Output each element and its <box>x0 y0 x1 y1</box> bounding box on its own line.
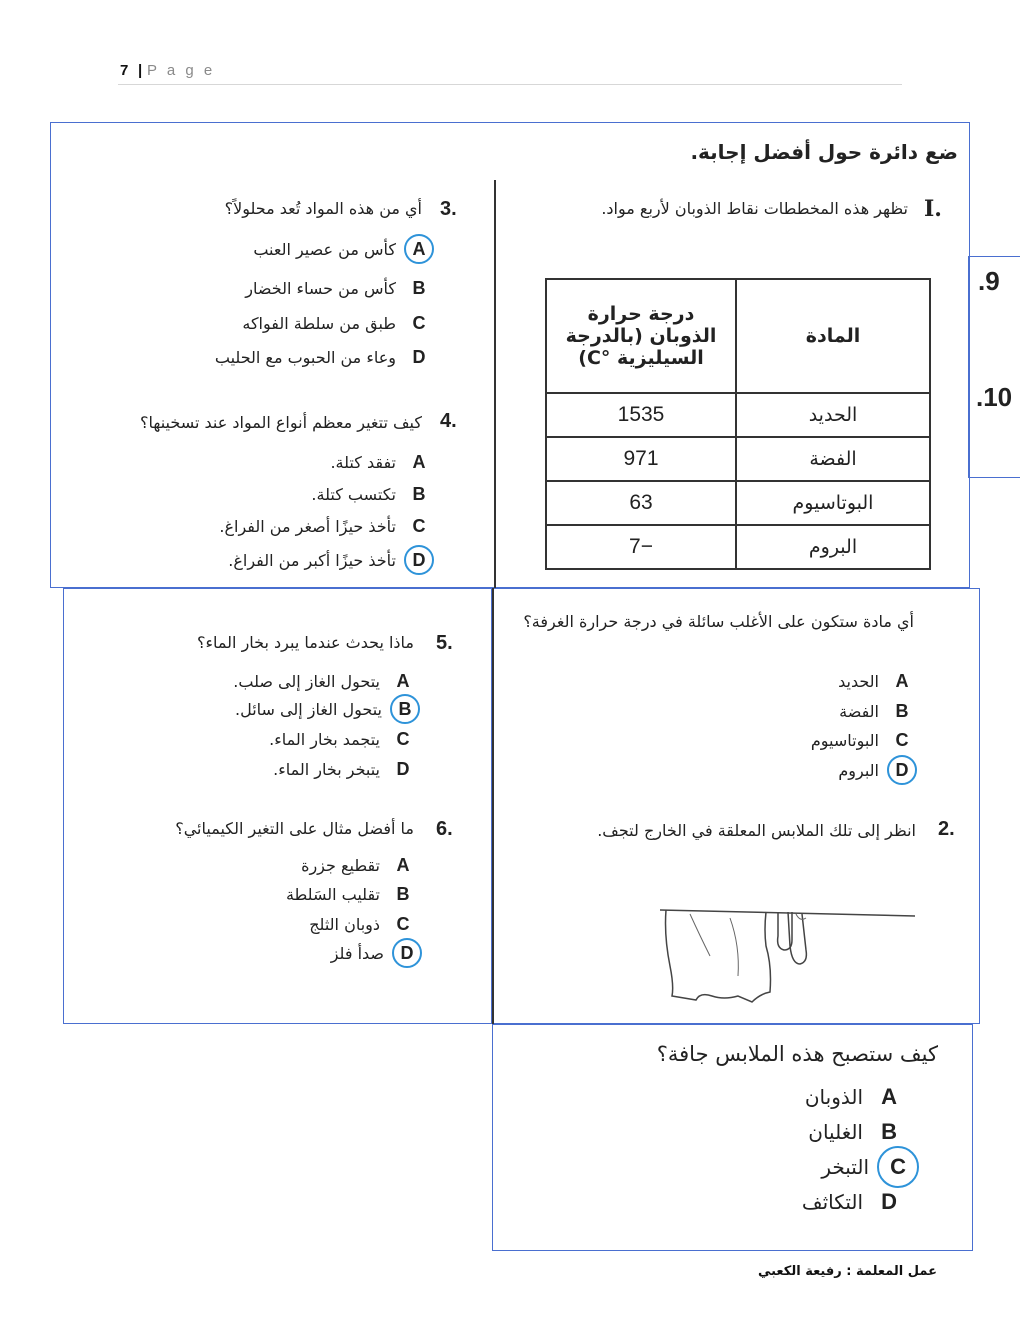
q1-option-c[interactable] <box>811 723 917 757</box>
q6-option-text: تقليب السَلطة <box>285 884 380 904</box>
q3-number: 3. <box>440 198 457 220</box>
table-row <box>546 437 930 481</box>
q5-option-letter: B <box>390 694 420 724</box>
table-cell-temp: 971 <box>546 437 736 481</box>
q3-option-d[interactable] <box>215 340 434 374</box>
page-separator: | <box>138 62 143 79</box>
q5-option-b[interactable] <box>235 692 420 726</box>
table-header-temp-line1: درجة حرارة <box>587 303 695 325</box>
q1-number: I. <box>924 196 942 222</box>
q1-text: تظهر هذه المخططات نقاط الذوبان لأربع مواد. <box>601 199 908 218</box>
table-cell-material: البروم <box>736 525 930 569</box>
side-label-nine: .9 <box>978 266 1000 296</box>
q6-option-text: تقطيع جزرة <box>301 855 380 875</box>
table-cell-material: الحديد <box>736 393 930 437</box>
q5-option-letter: C <box>396 728 410 749</box>
q1-option-letter: B <box>895 700 909 721</box>
q2-option-letter: D <box>881 1189 897 1214</box>
q4-option-text: تأخذ حيزًا أكبر من الفراغ. <box>228 550 396 570</box>
melting-point-table <box>545 278 931 570</box>
q3-option-letter: C <box>412 312 426 333</box>
q2-option-letter: C <box>877 1146 919 1188</box>
q1-option-d[interactable] <box>838 753 917 787</box>
q5-option-d[interactable] <box>273 752 418 786</box>
q2-option-text: التبخر <box>821 1155 869 1179</box>
instruction-text: ضع دائرة حول أفضل إجابة. <box>690 140 958 164</box>
q3-option-text: كأس من حساء الخضار <box>245 278 396 298</box>
q5-option-text: يتحول الغاز إلى صلب. <box>233 671 380 691</box>
q4-option-letter: B <box>412 483 426 504</box>
q1-option-a[interactable] <box>838 664 917 698</box>
table-cell-temp: 1535 <box>546 393 736 437</box>
q2-option-text: الذوبان <box>804 1085 863 1109</box>
side-label-ten: .10 <box>976 382 1013 412</box>
q6-option-letter: D <box>392 938 422 968</box>
q3-option-letter: D <box>412 346 426 367</box>
q6-option-letter: A <box>396 854 410 875</box>
q5-option-text: يتحول الغاز إلى سائل. <box>235 699 382 719</box>
q4-option-letter: A <box>412 451 426 472</box>
q1-sub-question: أي مادة ستكون على الأغلب سائلة في درجة حرارة الغرفة؟ <box>523 612 914 631</box>
q3-text: أي من هذه المواد تُعد محلولاً؟ <box>224 199 422 218</box>
q2-option-c[interactable] <box>821 1148 919 1186</box>
q4-option-letter: C <box>412 515 426 536</box>
table-header-temp-line2: الذوبان (بالدرجة <box>565 325 717 347</box>
q6-option-text: صدأ فلز <box>330 943 384 963</box>
q5-text: ماذا يحدث عندما يبرد بخار الماء؟ <box>197 633 414 652</box>
header-divider <box>118 84 902 85</box>
q5-option-letter: D <box>396 758 410 779</box>
q1-option-letter: D <box>887 755 917 785</box>
table-cell-temp: 63 <box>546 481 736 525</box>
table-row <box>546 525 930 569</box>
q4-option-c[interactable] <box>219 509 434 543</box>
q2-sub-question: كيف ستصبح هذه الملابس جافة؟ <box>656 1042 938 1066</box>
q2-option-text: الغليان <box>808 1120 863 1144</box>
q4-text: كيف تتغير معظم أنواع المواد عند تسخينها؟ <box>139 413 422 432</box>
q2-option-a[interactable] <box>805 1078 907 1116</box>
table-header-temperature <box>546 279 736 393</box>
q1-option-text: الحديد <box>838 671 879 691</box>
q3-option-letter: B <box>412 277 426 298</box>
q5-option-letter: A <box>396 670 410 691</box>
q2-option-d[interactable] <box>802 1183 907 1221</box>
q4-number: 4. <box>440 410 457 432</box>
table-cell-material: البوتاسيوم <box>736 481 930 525</box>
q4-option-text: تفقد كتلة. <box>330 452 396 472</box>
q6-option-letter: C <box>396 913 410 934</box>
q5-option-text: يتجمد بخار الماء. <box>269 729 380 749</box>
q6-option-text: ذوبان الثلج <box>309 914 380 934</box>
q3-option-text: وعاء من الحبوب مع الحليب <box>214 347 396 367</box>
q1-option-letter: C <box>895 729 909 750</box>
q5-option-c[interactable] <box>269 722 418 756</box>
q5-option-text: يتبخر بخار الماء. <box>273 759 380 779</box>
q4-option-text: تكتسب كتلة. <box>311 484 396 504</box>
page-word: P a g e <box>147 62 216 79</box>
q4-option-letter: D <box>404 545 434 575</box>
q3-option-c[interactable] <box>242 306 434 340</box>
q5-number: 5. <box>436 632 453 654</box>
table-cell-temp: −7 <box>546 525 736 569</box>
q2-option-letter: A <box>881 1084 897 1109</box>
q3-option-a[interactable] <box>253 232 434 266</box>
q3-option-text: طبق من سلطة الفواكه <box>242 313 396 333</box>
table-header-temp-line3: السيليزية °C) <box>578 347 704 369</box>
table-cell-material: الفضة <box>736 437 930 481</box>
q6-option-letter: B <box>396 883 410 904</box>
q4-option-b[interactable] <box>311 477 434 511</box>
q6-option-b[interactable] <box>286 877 418 911</box>
table-row <box>546 481 930 525</box>
q6-option-d[interactable] <box>331 936 422 970</box>
q4-option-text: تأخذ حيزًا أصغر من الفراغ. <box>219 516 396 536</box>
table-header-material: المادة <box>736 279 930 393</box>
q2-text: انظر إلى تلك الملابس المعلقة في الخارج لتجف. <box>597 821 916 840</box>
q1-option-text: البوتاسيوم <box>810 730 879 750</box>
clothesline-icon <box>660 896 920 1008</box>
q3-option-letter: A <box>404 234 434 264</box>
column-divider-top <box>494 180 496 588</box>
q2-number: 2. <box>938 818 955 840</box>
q2-option-letter: B <box>881 1119 897 1144</box>
q2-option-text: التكاثف <box>801 1190 863 1214</box>
q1-option-letter: A <box>895 670 909 691</box>
column-divider-middle <box>492 588 494 1024</box>
q1-option-text: البروم <box>838 760 879 780</box>
q3-option-b[interactable] <box>245 271 434 305</box>
table-row <box>546 393 930 437</box>
q4-option-d[interactable] <box>228 543 434 577</box>
q6-number: 6. <box>436 818 453 840</box>
footer-credit: عمل المعلمة : رفيعة الكعبي <box>757 1264 937 1279</box>
page-number: 7 <box>120 62 129 79</box>
q6-text: ما أفضل مثال على التغير الكيميائي؟ <box>175 819 414 838</box>
q4-option-a[interactable] <box>330 445 434 479</box>
q2-option-b[interactable] <box>808 1113 907 1151</box>
q3-option-text: كأس من عصير العنب <box>253 239 396 259</box>
q1-option-text: الفضة <box>839 701 879 721</box>
